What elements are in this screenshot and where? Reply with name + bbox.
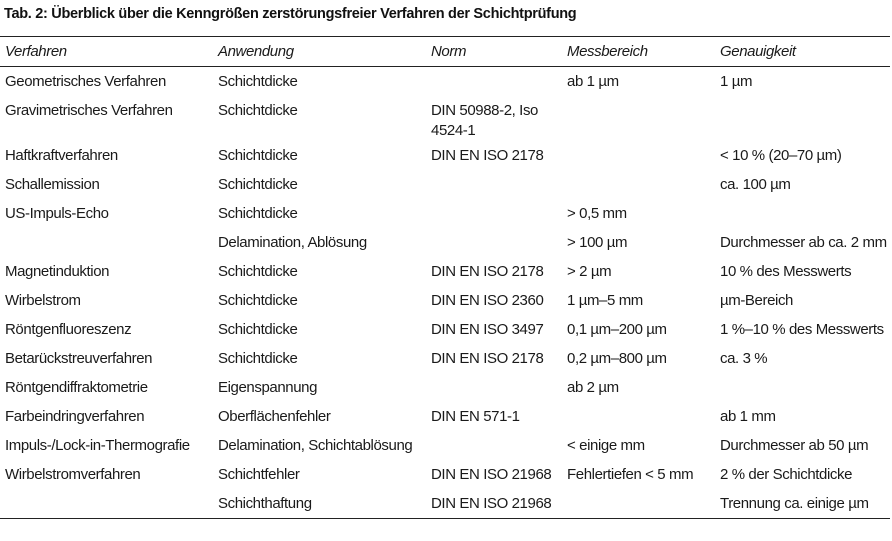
table-row	[0, 431, 890, 460]
messbereich-cell: 0,2 µm–800 µm	[567, 350, 667, 367]
header-row	[0, 37, 890, 67]
norm-cell: DIN EN ISO 2178	[431, 350, 544, 367]
norm-cell	[426, 67, 562, 97]
genauigkeit-cell: Trennung ca. einige µm	[720, 495, 869, 512]
messbereich-cell: Fehlertiefen < 5 mm	[567, 466, 694, 483]
anwendung-cell: Schichtdicke	[218, 205, 298, 222]
table-row	[0, 315, 890, 344]
genauigkeit-cell: Durchmesser ab 50 µm	[720, 437, 869, 454]
header-norm: Norm	[431, 43, 467, 60]
messbereich-cell	[562, 170, 715, 199]
messbereich-cell	[562, 489, 715, 519]
verfahren-cell	[0, 489, 213, 519]
norm-cell: DIN EN ISO 2178	[431, 147, 544, 164]
header-genauigkeit: Genauigkeit	[720, 43, 796, 60]
anwendung-cell: Schichtdicke	[218, 321, 298, 338]
genauigkeit-cell: 1 %–10 % des Messwerts	[720, 321, 884, 338]
verfahren-cell: Röntgenfluoreszenz	[5, 321, 132, 338]
genauigkeit-cell	[715, 373, 890, 402]
anwendung-cell: Schichtdicke	[218, 73, 298, 90]
norm-cell	[426, 431, 562, 460]
genauigkeit-cell: 1 µm	[720, 73, 753, 90]
table-row	[0, 228, 890, 257]
norm-cell	[426, 228, 562, 257]
anwendung-cell: Delamination, Schichtablösung	[218, 437, 413, 454]
table-row	[0, 373, 890, 402]
norm-cell: DIN EN ISO 3497	[431, 321, 544, 338]
table-row	[0, 141, 890, 170]
genauigkeit-cell: Durchmesser ab ca. 2 mm	[720, 234, 887, 251]
anwendung-cell: Eigenspannung	[218, 379, 318, 396]
messbereich-cell: ab 1 µm	[567, 73, 619, 90]
anwendung-cell: Delamination, Ablösung	[218, 234, 367, 251]
header-anwendung: Anwendung	[218, 43, 294, 60]
genauigkeit-cell: 2 % der Schichtdicke	[720, 466, 853, 483]
table-row	[0, 67, 890, 97]
verfahren-cell: Betarückstreuverfahren	[5, 350, 153, 367]
verfahren-cell: Impuls-/Lock-in-Thermografie	[5, 437, 190, 454]
verfahren-cell: Farbeindringverfahren	[5, 408, 145, 425]
table-row	[0, 257, 890, 286]
verfahren-cell: Schallemission	[5, 176, 100, 193]
verfahren-cell: Magnetinduktion	[5, 263, 110, 280]
verfahren-cell: Gravimetrisches Verfahren	[5, 102, 173, 119]
genauigkeit-cell: µm-Bereich	[720, 292, 793, 309]
norm-cell: DIN EN ISO 2360	[431, 292, 544, 309]
messbereich-cell: 0,1 µm–200 µm	[567, 321, 667, 338]
table-row	[0, 199, 890, 228]
verfahren-cell: Wirbelstrom	[5, 292, 81, 309]
table-row	[0, 402, 890, 431]
verfahren-cell: US-Impuls-Echo	[5, 205, 109, 222]
anwendung-cell: Schichtdicke	[218, 176, 298, 193]
table-header	[0, 37, 890, 67]
anwendung-cell: Schichtdicke	[218, 350, 298, 367]
messbereich-cell: > 2 µm	[567, 263, 612, 280]
norm-cell: DIN EN 571-1	[431, 408, 520, 425]
verfahren-cell: Geometrisches Verfahren	[5, 73, 166, 90]
messbereich-cell: > 0,5 mm	[567, 205, 627, 222]
anwendung-cell: Schichthaftung	[218, 495, 312, 512]
anwendung-cell: Schichtdicke	[218, 292, 298, 309]
norm-cell	[426, 373, 562, 402]
genauigkeit-cell: < 10 % (20–70 µm)	[720, 147, 842, 164]
messbereich-cell: < einige mm	[567, 437, 645, 454]
table-row	[0, 286, 890, 315]
anwendung-cell: Schichtfehler	[218, 466, 300, 483]
messbereich-cell: > 100 µm	[567, 234, 628, 251]
norm-cell: DIN 50988-2, Iso 4524-1	[431, 102, 538, 139]
anwendung-cell: Schichtdicke	[218, 102, 298, 119]
verfahren-cell: Haftkraftverfahren	[5, 147, 118, 164]
norm-cell	[426, 170, 562, 199]
genauigkeit-cell: ab 1 mm	[720, 408, 776, 425]
table-caption: Tab. 2: Überblick über die Kenngrößen zerstörungsfreier Verfahren der Schichtprüfung	[4, 6, 577, 22]
norm-cell: DIN EN ISO 2178	[431, 263, 544, 280]
messbereich-cell	[562, 402, 715, 431]
table-row	[0, 96, 890, 141]
header-verfahren: Verfahren	[5, 43, 67, 60]
table-body	[0, 67, 890, 519]
messbereich-cell	[562, 96, 715, 141]
header-messbereich: Messbereich	[567, 43, 648, 60]
norm-cell	[426, 199, 562, 228]
genauigkeit-cell	[715, 96, 890, 141]
verfahren-cell: Röntgendiffraktometrie	[5, 379, 148, 396]
verfahren-cell: Wirbelstromverfahren	[5, 466, 141, 483]
table-row	[0, 460, 890, 489]
anwendung-cell: Schichtdicke	[218, 147, 298, 164]
genauigkeit-cell	[715, 199, 890, 228]
norm-cell: DIN EN ISO 21968	[431, 466, 552, 483]
messbereich-cell	[562, 141, 715, 170]
genauigkeit-cell: 10 % des Messwerts	[720, 263, 852, 280]
table-row	[0, 344, 890, 373]
genauigkeit-cell: ca. 100 µm	[720, 176, 791, 193]
norm-cell: DIN EN ISO 21968	[431, 495, 552, 512]
verfahren-cell	[0, 228, 213, 257]
anwendung-cell: Oberflächenfehler	[218, 408, 331, 425]
table-row	[0, 489, 890, 519]
messbereich-cell: ab 2 µm	[567, 379, 619, 396]
table-row	[0, 170, 890, 199]
messbereich-cell: 1 µm–5 mm	[567, 292, 643, 309]
method-overview-table	[0, 36, 890, 519]
genauigkeit-cell: ca. 3 %	[720, 350, 768, 367]
anwendung-cell: Schichtdicke	[218, 263, 298, 280]
